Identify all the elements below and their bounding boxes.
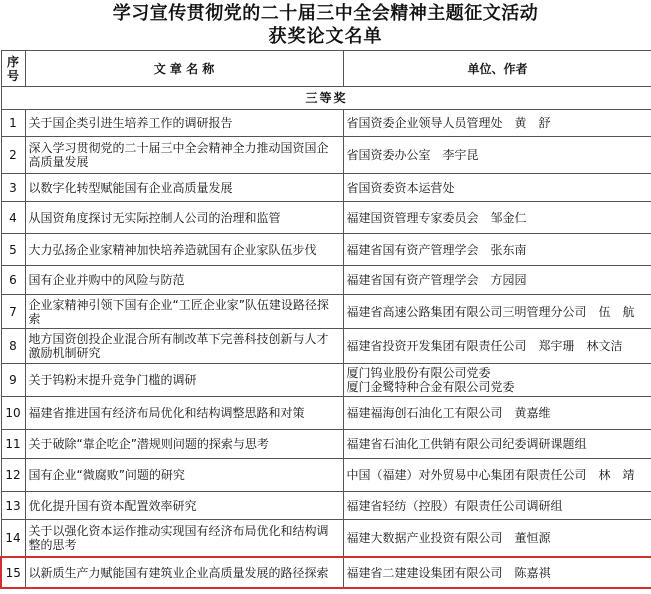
- article-title: 福建省推进国有经济布局优化和结构调整思路和对策: [25, 397, 343, 430]
- table-row: [1, 266, 651, 295]
- row-number: 3: [1, 174, 25, 202]
- author-unit: 厦门钨业股份有限公司党委 厦门金鹭特种合金有限公司党委: [343, 364, 651, 397]
- table-row: [1, 492, 651, 520]
- row-number: 8: [1, 329, 25, 364]
- article-title: 关于破除“靠企吃企”潜规则问题的探索与思考: [25, 430, 343, 459]
- table-row: [1, 520, 651, 558]
- table-row: [1, 174, 651, 202]
- row-number: 5: [1, 234, 25, 266]
- article-title: 国有企业“微腐败”问题的研究: [25, 459, 343, 492]
- header-article: 文 章 名 称: [25, 51, 343, 87]
- document-subtitle: 获奖论文名单: [268, 26, 383, 47]
- table-row: [1, 557, 651, 588]
- author-unit: 省国资委资本运营处: [343, 174, 651, 202]
- article-title: 大力弘扬企业家精神加快培养造就国有企业家队伍步伐: [25, 234, 343, 266]
- row-number: 6: [1, 266, 25, 295]
- table-row: [1, 364, 651, 397]
- award-table: [0, 50, 651, 589]
- author-unit: 福建省轻纺（控股）有限责任公司调研组: [343, 492, 651, 520]
- article-title: 关于国企类引进生培养工作的调研报告: [25, 110, 343, 137]
- author-unit: 中国（福建）对外贸易中心集团有限责任公司 林 靖: [343, 459, 651, 492]
- row-number: 13: [1, 492, 25, 520]
- row-number: 4: [1, 202, 25, 234]
- author-unit: 福建省二建建设集团有限公司 陈嘉祺: [343, 557, 651, 588]
- row-number: 12: [1, 459, 25, 492]
- article-title: 关于钨粉末提升竞争门槛的调研: [25, 364, 343, 397]
- table-row: [1, 430, 651, 459]
- table-row: [1, 295, 651, 329]
- header-no: 序号: [1, 51, 25, 87]
- article-title: 深入学习贯彻党的二十届三中全会精神全力推动国资国企高质量发展: [25, 137, 343, 174]
- article-title: 以数字化转型赋能国有企业高质量发展: [25, 174, 343, 202]
- table-header-row: [1, 51, 651, 87]
- table-row: [1, 397, 651, 430]
- article-title: 关于以强化资本运作推动实现国有经济布局优化和结构调整的思考: [25, 520, 343, 558]
- row-number: 1: [1, 110, 25, 137]
- section-row: [1, 87, 651, 110]
- table-row: [1, 137, 651, 174]
- row-number: 15: [1, 557, 25, 588]
- article-title: 地方国资创投企业混合所有制改革下完善科技创新与人才激励机制研究: [25, 329, 343, 364]
- author-unit: 福建省高速公路集团有限公司三明管理分公司 伍 航: [343, 295, 651, 329]
- article-title: 从国资角度探讨无实际控制人公司的治理和监管: [25, 202, 343, 234]
- author-unit: 福建福海创石油化工有限公司 黄嘉维: [343, 397, 651, 430]
- author-unit: 福建国资管理专家委员会 邹金仁: [343, 202, 651, 234]
- table-row: [1, 459, 651, 492]
- table-row: [1, 329, 651, 364]
- author-unit: 省国资委办公室 李宇昆: [343, 137, 651, 174]
- table-row: [1, 202, 651, 234]
- header-author: 单位、作者: [343, 51, 651, 87]
- section-label: 三等奖: [1, 87, 651, 110]
- table-row: [1, 234, 651, 266]
- article-title: 优化提升国有资本配置效率研究: [25, 492, 343, 520]
- author-unit: 福建省石油化工供销有限公司纪委调研课题组: [343, 430, 651, 459]
- article-title: 国有企业并购中的风险与防范: [25, 266, 343, 295]
- author-unit: 福建省国有资产管理学会 方园园: [343, 266, 651, 295]
- row-number: 11: [1, 430, 25, 459]
- table-row: [1, 110, 651, 137]
- row-number: 10: [1, 397, 25, 430]
- row-number: 9: [1, 364, 25, 397]
- author-unit: 福建省投资开发集团有限责任公司 郑宇珊 林文洁: [343, 329, 651, 364]
- document-title: 学习宣传贯彻党的二十届三中全会精神主题征文活动: [112, 3, 539, 24]
- row-number: 2: [1, 137, 25, 174]
- row-number: 14: [1, 520, 25, 558]
- row-number: 7: [1, 295, 25, 329]
- article-title: 企业家精神引领下国有企业“工匠企业家”队伍建设路径探索: [25, 295, 343, 329]
- author-unit: 省国资委企业领导人员管理处 黄 舒: [343, 110, 651, 137]
- article-title: 以新质生产力赋能国有建筑业企业高质量发展的路径探索: [25, 557, 343, 588]
- author-unit: 福建大数据产业投资有限公司 董恒源: [343, 520, 651, 558]
- author-unit: 福建省国有资产管理学会 张东南: [343, 234, 651, 266]
